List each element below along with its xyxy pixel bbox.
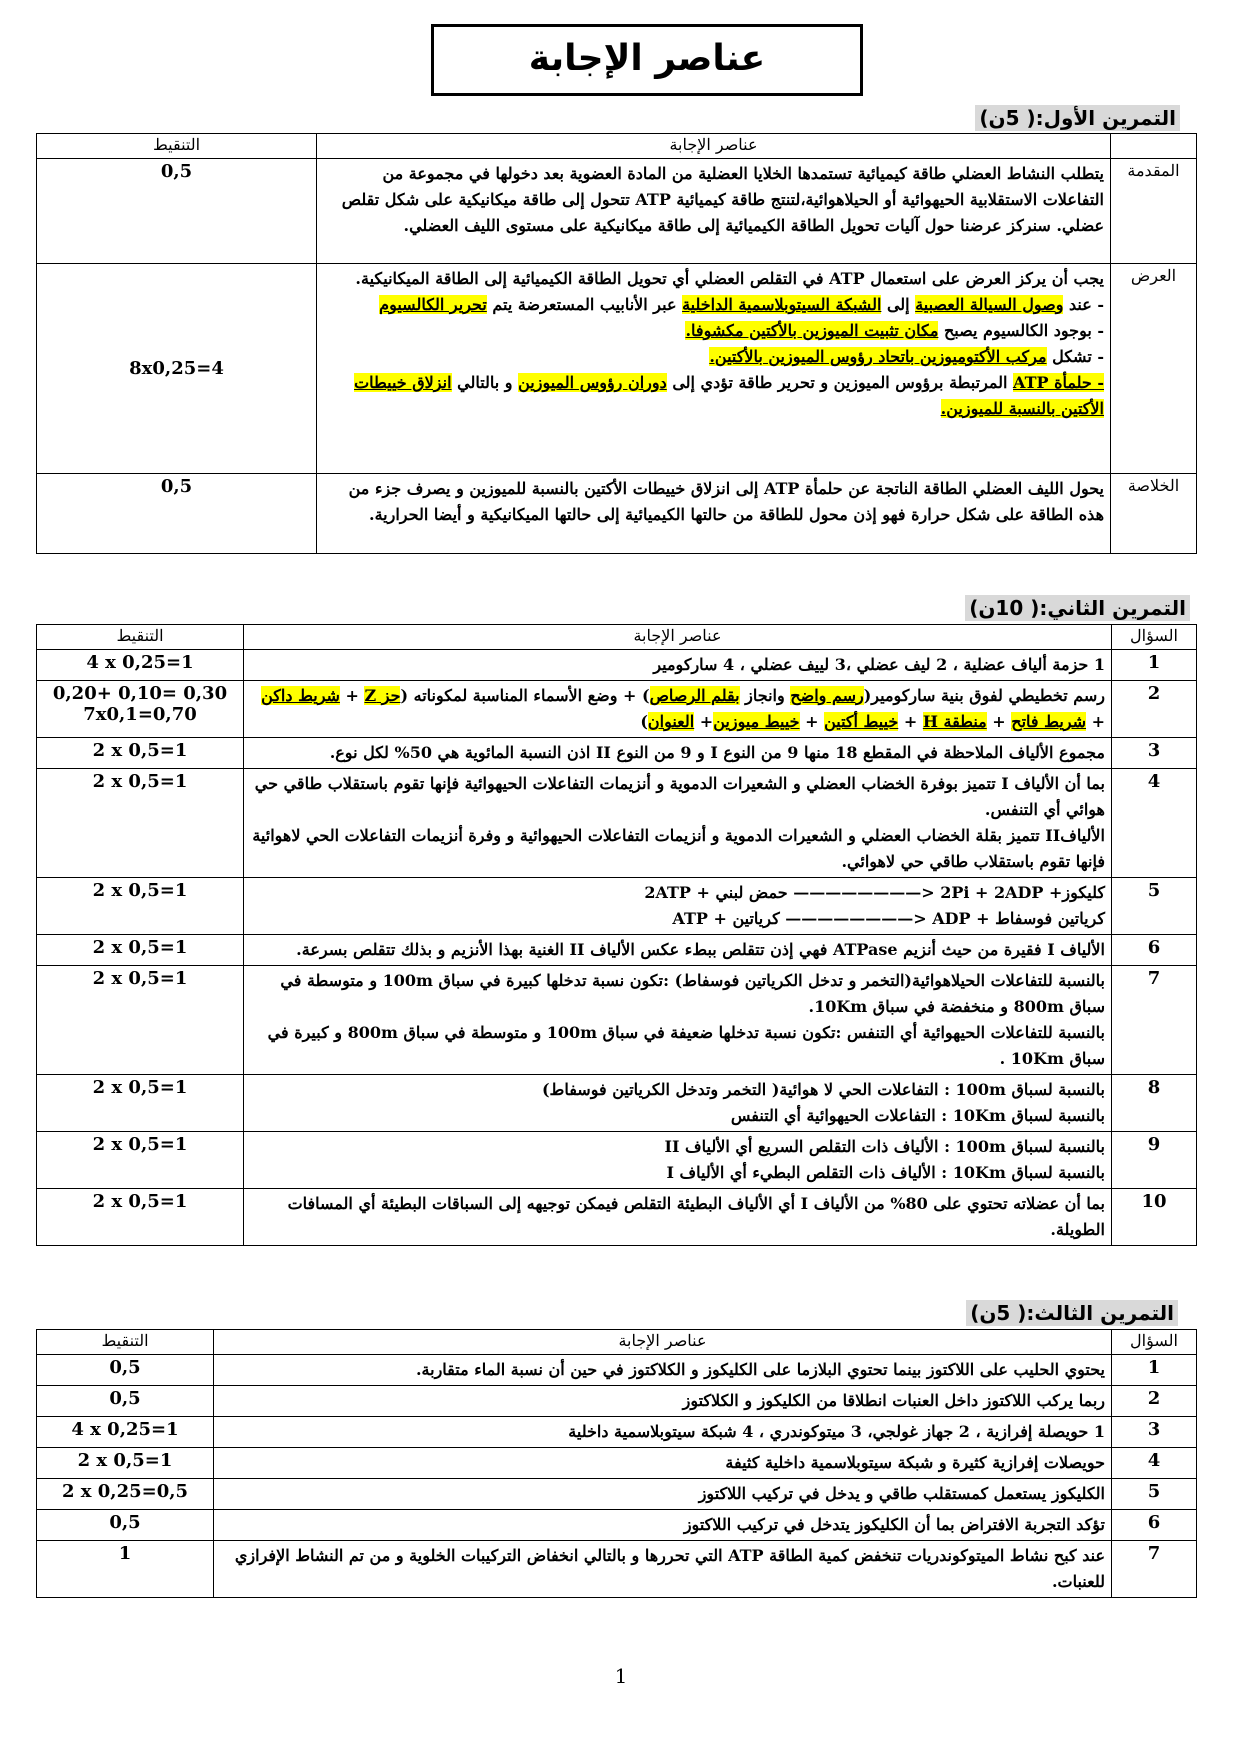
row-answer: يتطلب النشاط العضلي طاقة كيميائية تستمدها الخلايا العضلية من المادة العضوية بعد دخولها في مجموعة من التفاعلات الاستقلابية الحيهوائية أو الحيلاهوائية،لتنتج طاقة كيميائية ATP تتحول إلى طاقة ميكانيكية على شكل تقلص عضلي. سنركز عرضنا حول آليات تحويل الطاقة الكيميائية إلى طاقة ميكانيكية على مستوى الليف العضلي. xyxy=(317,159,1111,264)
row-answer: الكليكوز يستعمل كمستقلب طاقي و يدخل في تركيب اللاكتوز xyxy=(214,1479,1112,1510)
row-question: 2 xyxy=(1112,681,1197,738)
answer-line: بالنسبة لسباق 100m : التفاعلات الحي لا هوائية( التخمر وتدخل الكرياتين فوسفاط) xyxy=(541,1080,1105,1099)
text: ) + وضع الأسماء المناسبة لمكوناته ( xyxy=(400,686,650,705)
table-row xyxy=(37,681,1197,738)
row-points xyxy=(37,681,244,738)
highlight: - حلمأة ATP xyxy=(1013,373,1104,392)
row-points: 2 x 0,25=0,5 xyxy=(37,1479,214,1510)
header-answer: عناصر الإجابة xyxy=(317,134,1111,159)
row-question: 1 xyxy=(1112,1355,1197,1386)
answer-line: بالنسبة لسباق 100m : الألياف ذات التقلص السريع أي الألياف II xyxy=(664,1137,1105,1156)
text: ) xyxy=(640,712,648,731)
table-row xyxy=(37,650,1197,681)
highlight: تحرير الكالسيوم xyxy=(379,295,487,314)
exercise-1-heading: التمرين الأول:( 5ن) xyxy=(975,105,1180,131)
table-row xyxy=(37,1355,1197,1386)
table-row xyxy=(37,474,1197,554)
table-header-row xyxy=(37,1330,1197,1355)
row-points: 2 x 0,5=1 xyxy=(37,1189,244,1246)
table-row xyxy=(37,1417,1197,1448)
row-answer xyxy=(244,878,1112,935)
page-number: 1 xyxy=(614,1664,628,1688)
row-question: 4 xyxy=(1112,1448,1197,1479)
row-points: 0,5 xyxy=(37,1510,214,1541)
answer-line: يجب أن يركز العرض على استعمال ATP في التقلص العضلي أي تحويل الطاقة الكيميائية إلى الطاقة الميكانيكية. xyxy=(355,269,1104,288)
table-row xyxy=(37,1448,1197,1479)
row-points: 2 x 0,5=1 xyxy=(37,878,244,935)
text: - عند xyxy=(1063,295,1104,314)
row-question: 9 xyxy=(1112,1132,1197,1189)
text: و بالتالي xyxy=(451,373,519,392)
row-answer xyxy=(317,264,1111,474)
row-points: 0,5 xyxy=(37,1355,214,1386)
highlight: الشبكة السيتوبلاسمية الداخلية xyxy=(682,295,882,314)
header-label xyxy=(1111,134,1197,159)
row-points: 2 x 0,5=1 xyxy=(37,1448,214,1479)
answer-line xyxy=(323,344,1104,370)
header-points: التنقيط xyxy=(37,134,317,159)
row-points: 2 x 0,5=1 xyxy=(37,769,244,878)
table-row xyxy=(37,1075,1197,1132)
equation-line: كليكوز+ 2Pi + 2ADP <———————— حمض لبني + 2ATP xyxy=(644,883,1105,902)
row-answer xyxy=(244,769,1112,878)
row-answer: بما أن عضلاته تحتوي على 80% من الألياف I أي الألياف البطيئة التقلص فيمكن توجيهه إلى السباقات البطيئة أي المسافات الطويلة. xyxy=(244,1189,1112,1246)
row-answer xyxy=(244,681,1112,738)
row-answer: عند كبح نشاط الميتوكوندريات تنخفض كمية الطاقة ATP التي تحررها و بالتالي انخفاض التركيبات الخلوية و من تم النشاط الإفرازي للعنبات. xyxy=(214,1541,1112,1598)
text: + xyxy=(1086,712,1105,731)
row-points: 0,5 xyxy=(37,474,317,554)
row-answer: يحتوي الحليب على اللاكتوز بينما تحتوي البلازما على الكليكوز و الكلاكتوز في حين أن نسبة الماء متقاربة. xyxy=(214,1355,1112,1386)
table-row xyxy=(37,264,1197,474)
highlight: العنوان xyxy=(647,712,695,731)
exercise-3-table xyxy=(36,1329,1197,1598)
header-answer: عناصر الإجابة xyxy=(214,1330,1112,1355)
exercise-2-table xyxy=(36,624,1197,1246)
table-row xyxy=(37,159,1197,264)
table-row xyxy=(37,1386,1197,1417)
highlight: دوران رؤوس الميوزين xyxy=(518,373,667,392)
row-question: 10 xyxy=(1112,1189,1197,1246)
row-question: 8 xyxy=(1112,1075,1197,1132)
row-answer: حويصلات إفرازية كثيرة و شبكة سيتوبلاسمية داخلية كثيفة xyxy=(214,1448,1112,1479)
table-row xyxy=(37,1479,1197,1510)
row-question: 6 xyxy=(1112,935,1197,966)
table-row xyxy=(37,769,1197,878)
table-row xyxy=(37,1510,1197,1541)
equation-line: كرياتين فوسفاط + ADP <———————— كرياتين + ATP xyxy=(672,909,1105,928)
row-label: العرض xyxy=(1111,264,1197,474)
table-header-row xyxy=(37,134,1197,159)
table-row xyxy=(37,1541,1197,1598)
text: - بوجود الكالسيوم يصبح xyxy=(938,321,1104,340)
answer-line xyxy=(323,370,1104,422)
exercise-3-heading: التمرين الثالث:( 5ن) xyxy=(966,1300,1178,1326)
row-question: 1 xyxy=(1112,650,1197,681)
row-points: 4 x 0,25=1 xyxy=(37,650,244,681)
highlight: وصول السيالة العصبية xyxy=(915,295,1064,314)
highlight: بقلم الرصاص xyxy=(649,686,740,705)
text: رسم تخطيطي لفوق بنية ساركومير( xyxy=(863,686,1105,705)
row-question: 4 xyxy=(1112,769,1197,878)
table-row xyxy=(37,878,1197,935)
text: + xyxy=(799,712,825,731)
answer-line: بالنسبة للتفاعلات الحيهوائية أي التنفس :تكون نسبة تدخلها ضعيفة في سباق 100m و متوسطة في سباق 800m و كبيرة في سباق 10Km . xyxy=(267,1023,1105,1068)
row-label: المقدمة xyxy=(1111,159,1197,264)
text: إلى xyxy=(881,295,916,314)
header-answer: عناصر الإجابة xyxy=(244,625,1112,650)
row-answer xyxy=(244,1075,1112,1132)
table-row xyxy=(37,1132,1197,1189)
row-answer: تؤكد التجربة الافتراض بما أن الكليكوز يتدخل في تركيب اللاكتوز xyxy=(214,1510,1112,1541)
answer-line xyxy=(323,292,1104,318)
answer-line xyxy=(323,318,1104,344)
answer-line: الأليافII تتميز بقلة الخضاب العضلي و الشعيرات الدموية و أنزيمات التفاعلات الحيهوائية و وفرة أنزيمات التفاعلات الحي لاهوائية فإنها تقوم باستقلاب طاقي حي لاهوائي. xyxy=(252,826,1105,871)
row-question: 6 xyxy=(1112,1510,1197,1541)
row-question: 3 xyxy=(1112,738,1197,769)
row-points: 4 x 0,25=1 xyxy=(37,1417,214,1448)
header-points: التنقيط xyxy=(37,1330,214,1355)
text: وانجاز xyxy=(739,686,791,705)
row-answer: مجموع الألياف الملاحظة في المقطع 18 منها 9 من النوع I و 9 من النوع II اذن النسبة المائوية هي 50% لكل نوع. xyxy=(244,738,1112,769)
header-question: السؤال xyxy=(1112,1330,1197,1355)
row-question: 2 xyxy=(1112,1386,1197,1417)
row-answer xyxy=(244,1132,1112,1189)
row-points: 2 x 0,5=1 xyxy=(37,738,244,769)
text: + xyxy=(694,712,714,731)
header-points: التنقيط xyxy=(37,625,244,650)
text: - تشكل xyxy=(1046,347,1104,366)
exercise-1-table xyxy=(36,133,1197,554)
row-answer: الألياف I فقيرة من حيث أنزيم ATPase فهي إذن تتقلص ببطء عكس الألياف II الغنية بهذا الأنزيم و بذلك تتقلص بسرعة. xyxy=(244,935,1112,966)
row-answer: يحول الليف العضلي الطاقة الناتجة عن حلمأة ATP إلى انزلاق خييطات الأكتين بالنسبة للميوزين و يصرف جزء من هذه الطاقة على شكل حرارة فهو إذن محول للطاقة من حالتها الكيميائية إلى حالتها الميكانيكية و أيضا الحرارية. xyxy=(317,474,1111,554)
row-question: 5 xyxy=(1112,1479,1197,1510)
answer-line: بالنسبة لسباق 10Km : الألياف ذات التقلص البطيء أي الألياف I xyxy=(666,1163,1105,1182)
table-row xyxy=(37,1189,1197,1246)
row-points: 0,5 xyxy=(37,1386,214,1417)
row-answer: 1 حزمة ألياف عضلية ، 2 ليف عضلي ،3 لييف عضلي ، 4 ساركومير xyxy=(244,650,1112,681)
row-answer: ربما يركب اللاكتوز داخل العنبات انطلاقا من الكليكوز و الكلاكتوز xyxy=(214,1386,1112,1417)
row-points: 2 x 0,5=1 xyxy=(37,966,244,1075)
row-points: 0,5 xyxy=(37,159,317,264)
row-points: 2 x 0,5=1 xyxy=(37,1075,244,1132)
row-answer xyxy=(244,966,1112,1075)
highlight: رسم واضح xyxy=(790,686,864,705)
text: المرتبطة برؤوس الميوزين و تحرير طاقة تؤدي إلى xyxy=(666,373,1014,392)
highlight: شريط فاتح xyxy=(1011,712,1087,731)
points-line: 7x0,1=0,70 xyxy=(83,704,197,725)
highlight: خييط ميوزين xyxy=(713,712,800,731)
highlight: مكان تثبيت الميوزين بالأكتين مكشوفا. xyxy=(685,321,939,340)
exercise-2-heading: التمرين الثاني:( 10ن) xyxy=(965,595,1190,621)
row-points: 8x0,25=4 xyxy=(37,264,317,474)
answer-line: بالنسبة للتفاعلات الحيلاهوائية(التخمر و تدخل الكرياتين فوسفاط) :تكون نسبة تدخلها كبيرة في سباق 100m و متوسطة في سباق 800m و منخفضة في سباق 10Km. xyxy=(280,971,1105,1016)
text: + xyxy=(339,686,365,705)
highlight: حز Z xyxy=(364,686,401,705)
table-row xyxy=(37,935,1197,966)
table-header-row xyxy=(37,625,1197,650)
header-question: السؤال xyxy=(1112,625,1197,650)
highlight: شريط داكن xyxy=(261,686,340,705)
row-question: 3 xyxy=(1112,1417,1197,1448)
row-label: الخلاصة xyxy=(1111,474,1197,554)
highlight: انزلاق خييطات الأكتين بالنسبة للميوزين. xyxy=(354,373,1104,418)
points-line: 0,20+ 0,10= 0,30 xyxy=(52,683,228,704)
text: + xyxy=(986,712,1012,731)
highlight: خييط أكتين xyxy=(824,712,899,731)
row-answer: 1 حويصلة إفرازية ، 2 جهاز غولجي، 3 ميتوكوندري ، 4 شبكة سيتوبلاسمية داخلية xyxy=(214,1417,1112,1448)
highlight: مركب الأكتوميوزين باتحاد رؤوس الميوزين بالأكتين. xyxy=(709,347,1047,366)
row-question: 7 xyxy=(1112,1541,1197,1598)
highlight: منطقة H xyxy=(922,712,987,731)
row-question: 7 xyxy=(1112,966,1197,1075)
row-points: 1 xyxy=(37,1541,214,1598)
row-points: 2 x 0,5=1 xyxy=(37,935,244,966)
text: عبر الأنابيب المستعرضة يتم xyxy=(486,295,683,314)
table-row xyxy=(37,738,1197,769)
text: + xyxy=(898,712,923,731)
table-row xyxy=(37,966,1197,1075)
page-title: عناصر الإجابة xyxy=(431,24,863,96)
row-points: 2 x 0,5=1 xyxy=(37,1132,244,1189)
row-question: 5 xyxy=(1112,878,1197,935)
answer-line: بما أن الألياف I تتميز بوفرة الخضاب العضلي و الشعيرات الدموية و أنزيمات التفاعلات الحيهوائية فإنها تقوم باستقلاب طاقي حي هوائي أي التنفس. xyxy=(254,774,1105,819)
answer-line: بالنسبة لسباق 10Km : التفاعلات الحيهوائية أي التنفس xyxy=(730,1106,1105,1125)
